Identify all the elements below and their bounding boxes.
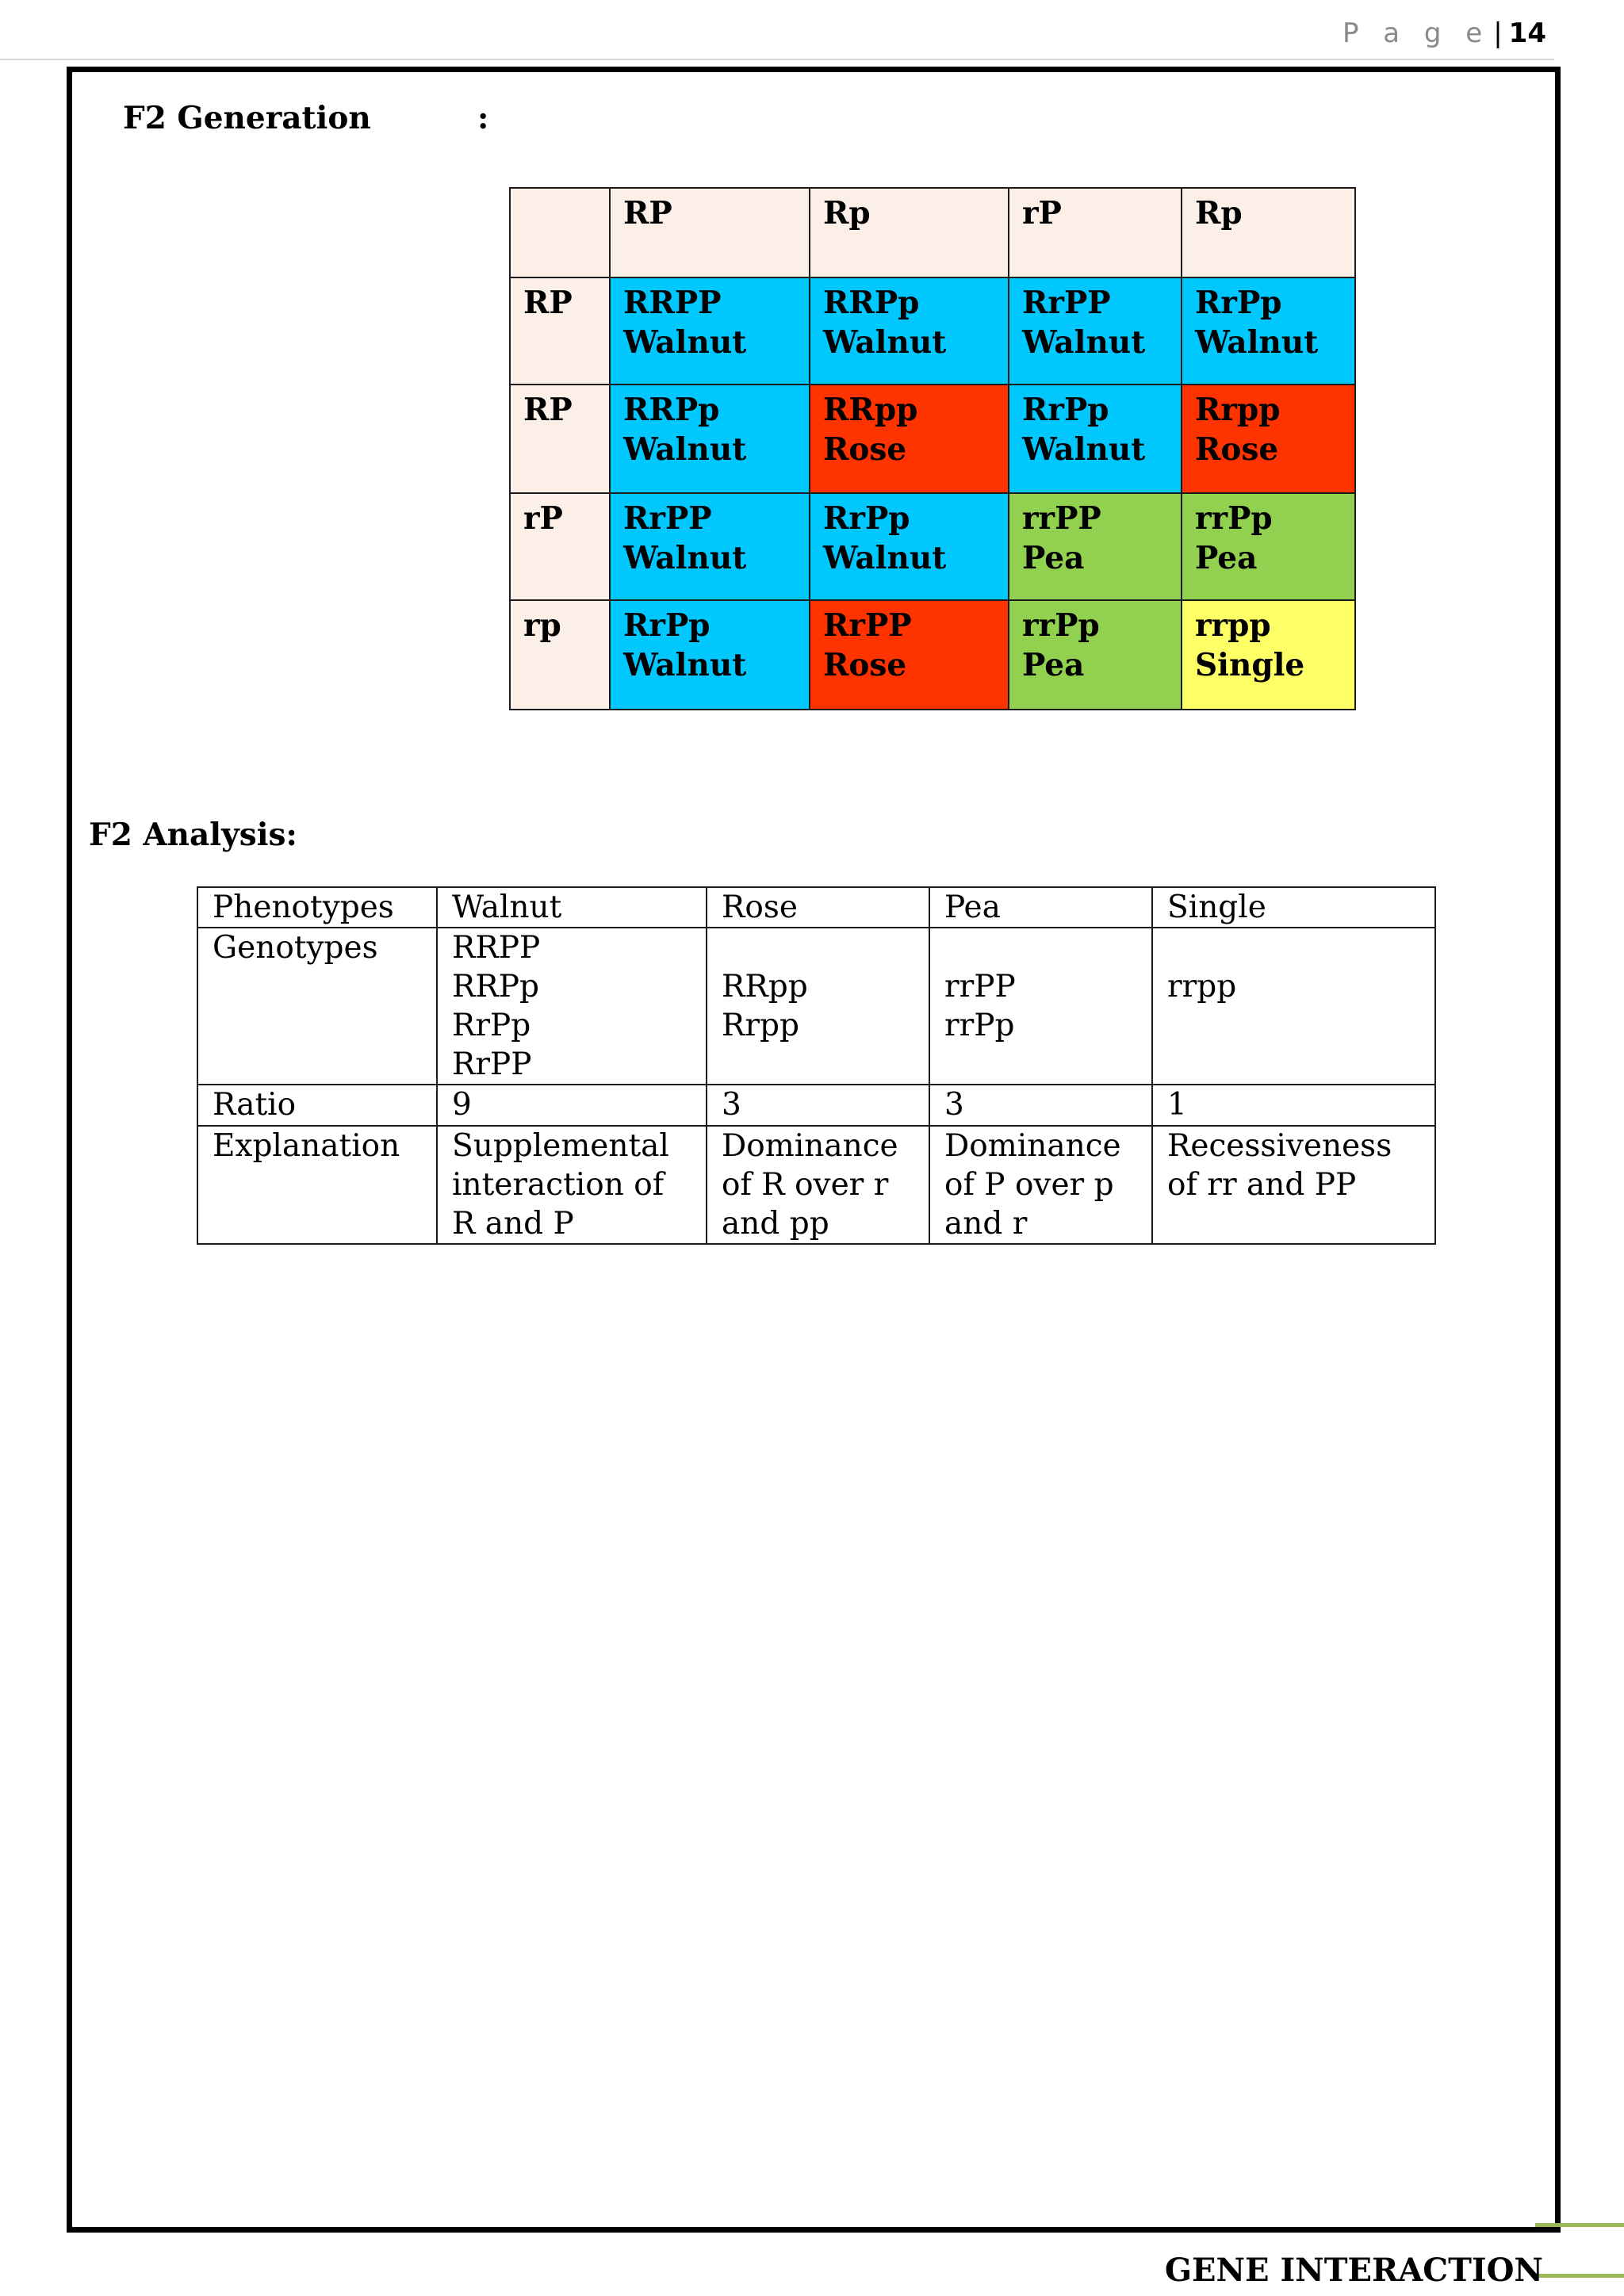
punnett-cell-walnut [1009,385,1182,493]
genotype-line: rrPP [944,969,1016,1004]
phenotype-cell: Walnut [437,887,707,928]
f2-generation-heading: F2 Generation [123,100,371,136]
footer-title: GENE INTERACTION [1164,2252,1543,2289]
ratio-cell: 9 [437,1085,707,1126]
page-number-header [1342,17,1546,49]
phenotype: Pea [1195,540,1258,576]
ratio-cell: 3 [707,1085,929,1126]
punnett-cell-pea [1182,493,1355,600]
genotype-line: RRPP [452,930,541,966]
phenotype-cell: Single [1152,887,1435,928]
explanation-walnut [437,1126,707,1244]
punnett-square [509,187,1356,710]
footer-accent-line [1535,2223,1624,2227]
phenotype: Walnut [1022,431,1146,468]
genotypes-row [197,928,1435,1085]
punnett-cell-walnut [810,493,1009,600]
phenotype: Pea [1022,647,1085,683]
phenotypes-row [197,887,1435,928]
genotype: RrPp [1022,392,1109,428]
phenotype: Single [1195,647,1305,683]
phenotype: Walnut [623,540,747,576]
punnett-row [510,277,1355,385]
genotype-line: RRpp [722,969,808,1004]
punnett-cell-rose [810,600,1009,710]
punnett-cell-walnut [1182,277,1355,385]
explanation-line: Dominance [944,1128,1121,1164]
phenotype: Walnut [823,540,947,576]
explanation-line: Supplemental [452,1128,669,1164]
explanation-rose [707,1126,929,1244]
genotype-line: Rrpp [722,1008,799,1043]
explanation-pea [929,1126,1152,1244]
explanation-line: of R over r [722,1167,889,1203]
genotype: RRPP [623,285,722,321]
page-label: P a g e [1342,17,1491,49]
ratio-cell: 1 [1152,1085,1435,1126]
genotypes-pea [929,928,1152,1085]
punnett-cell-walnut [610,493,810,600]
row-label: Genotypes [197,928,437,1085]
punnett-cell-walnut [610,600,810,710]
explanation-line: and r [944,1206,1028,1242]
genotypes-walnut [437,928,707,1085]
phenotype: Pea [1022,540,1085,576]
row-label: Phenotypes [197,887,437,928]
punnett-row [510,600,1355,710]
punnett-cell-walnut [1009,277,1182,385]
punnett-row-header: RP [510,385,610,493]
phenotype: Walnut [823,324,947,361]
footer-accent-line [1535,2274,1624,2278]
explanation-line: R and P [452,1206,574,1242]
row-label: Explanation [197,1126,437,1244]
punnett-corner-cell [510,188,610,277]
genotype: rrPp [1195,500,1273,537]
punnett-cell-single [1182,600,1355,710]
phenotype: Rose [823,431,907,468]
punnett-row [510,493,1355,600]
phenotype: Rose [1195,431,1279,468]
genotype: RrPP [823,607,912,644]
page-separator: | [1493,17,1503,49]
genotype: RrPP [1022,285,1111,321]
punnett-cell-walnut [610,277,810,385]
genotype-line: RRPp [452,969,539,1004]
phenotype: Walnut [623,324,747,361]
punnett-cell-walnut [610,385,810,493]
ratio-row [197,1085,1435,1126]
punnett-header-row [510,188,1355,277]
punnett-cell-pea [1009,493,1182,600]
f2-generation-colon: : [477,100,489,136]
f2-analysis-table [197,886,1436,1245]
punnett-cell-walnut [810,277,1009,385]
explanation-single [1152,1126,1435,1244]
explanation-line: interaction of [452,1167,665,1203]
phenotype: Walnut [623,647,747,683]
phenotype-cell: Pea [929,887,1152,928]
genotype: RRpp [823,392,918,428]
genotype: RRPp [823,285,920,321]
genotype-line: rrPp [944,1008,1015,1043]
genotype-line: RrPp [452,1008,531,1043]
phenotype: Walnut [623,431,747,468]
punnett-cell-rose [810,385,1009,493]
genotype-line: rrpp [1167,969,1237,1004]
phenotype: Walnut [1195,324,1319,361]
explanation-line: of rr and PP [1167,1167,1357,1203]
header-rule [0,59,1554,60]
genotype-line: RrPP [452,1047,532,1082]
punnett-column-header: rP [1009,188,1182,277]
page-number: 14 [1508,17,1546,49]
punnett-row-header: rp [510,600,610,710]
ratio-cell: 3 [929,1085,1152,1126]
genotype: RrPP [623,500,712,537]
punnett-cell-rose [1182,385,1355,493]
punnett-column-header: Rp [810,188,1009,277]
punnett-column-header: Rp [1182,188,1355,277]
row-label: Ratio [197,1085,437,1126]
explanation-line: Dominance [722,1128,898,1164]
genotypes-single [1152,928,1435,1085]
genotypes-rose [707,928,929,1085]
genotype: RrPp [1195,285,1282,321]
genotype: rrpp [1195,607,1271,644]
phenotype: Rose [823,647,907,683]
genotype: RrPp [623,607,710,644]
punnett-row [510,385,1355,493]
genotype: rrPp [1022,607,1100,644]
phenotype: Walnut [1022,324,1146,361]
punnett-row-header: RP [510,277,610,385]
f2-analysis-heading: F2 Analysis: [89,817,297,853]
punnett-column-header: RP [610,188,810,277]
punnett-cell-pea [1009,600,1182,710]
explanation-line: of P over p [944,1167,1114,1203]
explanation-line: Recessiveness [1167,1128,1392,1164]
punnett-row-header: rP [510,493,610,600]
phenotype-cell: Rose [707,887,929,928]
genotype: Rrpp [1195,392,1281,428]
genotype: RrPp [823,500,910,537]
genotype: RRPp [623,392,720,428]
explanation-row [197,1126,1435,1244]
explanation-line: and pp [722,1206,829,1242]
genotype: rrPP [1022,500,1101,537]
